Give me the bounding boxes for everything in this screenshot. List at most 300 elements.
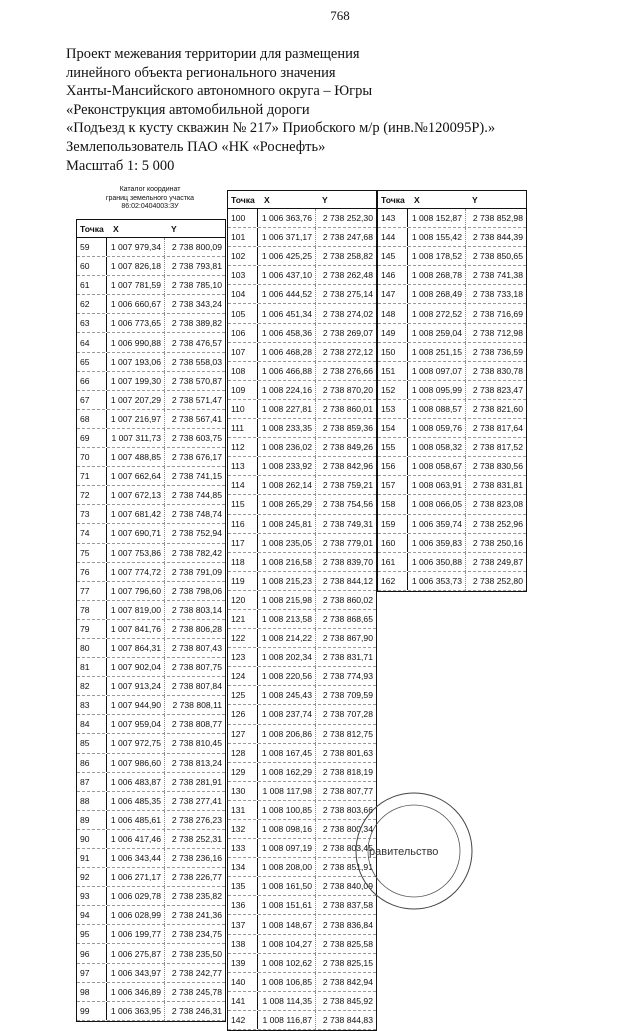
point-cell: 137 [228,915,258,933]
table-row [228,553,376,572]
table-row [228,495,376,514]
point-cell: 146 [378,266,408,284]
table-row [228,572,376,591]
x-cell: 1 006 371,17 [258,228,316,246]
table-row [77,544,225,563]
x-cell: 1 006 275,87 [107,944,165,962]
point-cell: 91 [77,849,107,867]
y-cell: 2 738 241,36 [171,910,222,921]
y-cell: 2 738 236,16 [171,853,222,864]
table-row [228,954,376,973]
table-row [77,563,225,582]
point-cell: 78 [77,601,107,619]
official-seal [353,790,475,912]
point-cell: 130 [228,782,258,800]
y-cell: 2 738 733,18 [472,289,523,300]
y-cell: 2 738 242,77 [171,967,222,978]
y-cell: 2 738 246,31 [171,1005,222,1016]
point-cell: 87 [77,773,107,791]
y-cell: 2 738 759,21 [322,480,373,491]
x-cell: 1 008 161,50 [258,877,316,895]
point-cell: 147 [378,285,408,303]
table-row [228,515,376,534]
y-cell: 2 738 234,75 [171,929,222,940]
y-cell: 2 738 245,78 [171,986,222,997]
table-row [77,906,225,925]
seal-text: равительство [369,846,439,858]
x-cell: 1 008 102,62 [258,954,316,972]
table-row [228,1011,376,1030]
x-cell: 1 008 058,67 [408,457,466,475]
point-cell: 135 [228,877,258,895]
point-cell: 160 [378,534,408,552]
point-cell: 97 [77,964,107,982]
x-cell: 1 008 114,35 [258,992,316,1010]
table-row [77,391,225,410]
y-cell: 2 738 800,09 [171,242,222,253]
point-cell: 95 [77,925,107,943]
x-cell: 1 008 262,14 [258,476,316,494]
y-cell: 2 738 226,77 [171,872,222,883]
table-row [228,304,376,323]
x-cell: 1 008 178,52 [408,247,466,265]
point-cell: 129 [228,763,258,781]
point-cell: 128 [228,744,258,762]
header-line: линейного объекта регионального значения [66,64,336,81]
table-row [77,486,225,505]
x-cell: 1 007 488,85 [107,448,165,466]
table-row [77,773,225,792]
x-cell: 1 008 059,76 [408,419,466,437]
point-cell: 89 [77,811,107,829]
y-cell: 2 738 831,71 [322,652,373,663]
x-cell: 1 007 662,64 [107,467,165,485]
x-cell: 1 006 466,88 [258,362,316,380]
y-cell: 2 738 709,59 [322,690,373,701]
x-cell: 1 008 106,85 [258,973,316,991]
y-cell: 2 738 798,06 [171,585,222,596]
table-row [378,400,526,419]
x-cell: 1 006 271,17 [107,868,165,886]
x-cell: 1 006 458,36 [258,324,316,342]
table-row [77,505,225,524]
y-cell: 2 738 258,82 [322,251,373,262]
table-row [77,314,225,333]
y-cell: 2 738 823,08 [472,499,523,510]
point-cell: 99 [77,1002,107,1020]
table-row [228,629,376,648]
x-cell: 1 006 359,74 [408,515,466,533]
x-cell: 1 006 029,78 [107,887,165,905]
y-cell: 2 738 868,65 [322,614,373,625]
y-cell: 2 738 249,87 [472,556,523,567]
y-cell: 2 738 807,75 [171,662,222,673]
x-cell: 1 008 097,07 [408,362,466,380]
page-number: 768 [330,8,350,23]
y-cell: 2 738 785,10 [171,280,222,291]
x-cell: 1 006 353,73 [408,572,466,590]
y-cell: 2 738 837,58 [322,900,373,911]
table-row [77,696,225,715]
point-cell: 77 [77,582,107,600]
x-cell: 1 006 363,76 [258,209,316,227]
x-cell: 1 008 235,05 [258,534,316,552]
y-cell: 2 738 741,15 [171,471,222,482]
y-cell: 2 738 676,17 [171,452,222,463]
table-row [77,601,225,620]
x-cell: 1 007 774,72 [107,563,165,581]
point-cell: 93 [77,887,107,905]
y-cell: 2 738 839,70 [322,556,373,567]
table-row [77,333,225,352]
x-cell: 1 008 116,87 [258,1011,316,1029]
y-cell: 2 738 748,74 [171,509,222,520]
x-cell: 1 008 098,16 [258,820,316,838]
x-cell: 1 008 063,91 [408,476,466,494]
x-cell: 1 006 199,77 [107,925,165,943]
y-cell: 2 738 803,14 [171,604,222,615]
table-row [77,410,225,429]
point-cell: 62 [77,295,107,313]
point-cell: 107 [228,343,258,361]
point-cell: 76 [77,563,107,581]
y-cell: 2 738 476,57 [171,337,222,348]
column-header-point: Точка [80,223,104,234]
point-cell: 131 [228,801,258,819]
catalog-caption-line: 86:02:0404003:ЗУ [121,203,179,210]
y-cell: 2 738 842,96 [322,461,373,472]
y-cell: 2 738 803,66 [322,804,373,815]
point-cell: 126 [228,705,258,723]
table-row [77,849,225,868]
table-row [77,429,225,448]
point-cell: 83 [77,696,107,714]
point-cell: 67 [77,391,107,409]
x-cell: 1 008 088,57 [408,400,466,418]
x-cell: 1 006 485,61 [107,811,165,829]
table-row [378,553,526,572]
table-row [228,915,376,934]
table-row [228,744,376,763]
table-row [378,362,526,381]
y-cell: 2 738 850,65 [472,251,523,262]
y-cell: 2 738 808,77 [171,719,222,730]
x-cell: 1 008 224,16 [258,381,316,399]
y-cell: 2 738 821,60 [472,403,523,414]
x-cell: 1 006 417,46 [107,830,165,848]
x-cell: 1 008 097,19 [258,839,316,857]
point-cell: 101 [228,228,258,246]
point-cell: 123 [228,648,258,666]
y-cell: 2 738 779,01 [322,537,373,548]
y-cell: 2 738 235,50 [171,948,222,959]
table-row [77,868,225,887]
table-row [228,992,376,1011]
table-row [77,811,225,830]
x-cell: 1 008 251,15 [408,343,466,361]
point-cell: 138 [228,935,258,953]
table-row [228,725,376,744]
x-cell: 1 008 215,98 [258,591,316,609]
x-cell: 1 008 272,52 [408,304,466,322]
point-cell: 61 [77,276,107,294]
y-cell: 2 738 281,91 [171,776,222,787]
y-cell: 2 738 800,34 [322,824,373,835]
point-cell: 79 [77,620,107,638]
x-cell: 1 008 162,29 [258,763,316,781]
table-row [378,515,526,534]
y-cell: 2 738 791,09 [171,566,222,577]
point-cell: 132 [228,820,258,838]
point-cell: 106 [228,324,258,342]
x-cell: 1 007 959,04 [107,715,165,733]
x-cell: 1 008 167,45 [258,744,316,762]
x-cell: 1 007 681,42 [107,505,165,523]
column-header-point: Точка [381,194,405,205]
x-cell: 1 006 343,97 [107,964,165,982]
catalog-caption-line: границ земельного участка [105,194,195,202]
point-cell: 109 [228,381,258,399]
point-cell: 86 [77,754,107,772]
table-row [77,353,225,372]
x-cell: 1 007 819,00 [107,601,165,619]
table-row [228,266,376,285]
y-cell: 2 738 870,20 [322,384,373,395]
x-cell: 1 006 485,35 [107,792,165,810]
x-cell: 1 008 233,92 [258,457,316,475]
coordinate-table [377,190,527,592]
table-row [77,754,225,773]
table-row [378,209,526,228]
x-cell: 1 008 155,42 [408,228,466,246]
y-cell: 2 738 269,07 [322,327,373,338]
x-cell: 1 008 151,61 [258,896,316,914]
y-cell: 2 738 842,94 [322,976,373,987]
point-cell: 152 [378,381,408,399]
table-row [378,266,526,285]
table-row [378,476,526,495]
x-cell: 1 008 095,99 [408,381,466,399]
x-cell: 1 007 979,34 [107,238,165,256]
table-row [77,658,225,677]
point-cell: 125 [228,686,258,704]
x-cell: 1 008 104,27 [258,935,316,953]
column-header-x: X [113,223,119,234]
point-cell: 71 [77,467,107,485]
point-cell: 157 [378,476,408,494]
table-row [378,228,526,247]
point-cell: 142 [228,1011,258,1029]
column-header-y: Y [472,194,478,205]
table-row [228,973,376,992]
point-cell: 127 [228,725,258,743]
y-cell: 2 738 741,38 [472,270,523,281]
y-cell: 2 738 836,84 [322,919,373,930]
x-cell: 1 008 208,00 [258,858,316,876]
x-cell: 1 008 220,56 [258,667,316,685]
point-cell: 92 [77,868,107,886]
table-row [228,285,376,304]
y-cell: 2 738 817,64 [472,423,523,434]
y-cell: 2 738 818,19 [322,766,373,777]
table-row [228,247,376,266]
y-cell: 2 738 276,23 [171,814,222,825]
table-row [77,925,225,944]
point-cell: 158 [378,495,408,513]
table-row [378,572,526,591]
x-cell: 1 008 236,02 [258,438,316,456]
x-cell: 1 006 444,52 [258,285,316,303]
point-cell: 64 [77,333,107,351]
x-cell: 1 007 199,30 [107,372,165,390]
y-cell: 2 738 840,09 [322,881,373,892]
table-row [378,495,526,514]
x-cell: 1 007 753,86 [107,544,165,562]
table-header [378,191,526,209]
table-row [77,964,225,983]
point-cell: 159 [378,515,408,533]
point-cell: 69 [77,429,107,447]
y-cell: 2 738 830,56 [472,461,523,472]
table-row [228,209,376,228]
table-row [228,381,376,400]
table-row [77,276,225,295]
column-header-point: Точка [231,194,255,205]
y-cell: 2 738 807,43 [171,643,222,654]
point-cell: 118 [228,553,258,571]
y-cell: 2 738 736,59 [472,346,523,357]
point-cell: 70 [77,448,107,466]
y-cell: 2 738 252,31 [171,833,222,844]
point-cell: 85 [77,734,107,752]
x-cell: 1 007 841,76 [107,620,165,638]
table-row [77,1002,225,1021]
y-cell: 2 738 810,45 [171,738,222,749]
x-cell: 1 008 259,04 [408,324,466,342]
y-cell: 2 738 813,24 [171,757,222,768]
y-cell: 2 738 567,41 [171,413,222,424]
x-cell: 1 006 660,67 [107,295,165,313]
coordinate-table [76,219,226,1022]
y-cell: 2 738 749,31 [322,518,373,529]
x-cell: 1 006 350,88 [408,553,466,571]
x-cell: 1 008 202,34 [258,648,316,666]
y-cell: 2 738 859,36 [322,423,373,434]
table-row [77,677,225,696]
point-cell: 153 [378,400,408,418]
y-cell: 2 738 277,41 [171,795,222,806]
point-cell: 155 [378,438,408,456]
x-cell: 1 007 944,90 [107,696,165,714]
point-cell: 154 [378,419,408,437]
y-cell: 2 738 275,14 [322,289,373,300]
table-row [378,247,526,266]
table-row [228,476,376,495]
table-row [378,324,526,343]
x-cell: 1 008 213,58 [258,610,316,628]
y-cell: 2 738 274,02 [322,308,373,319]
point-cell: 139 [228,954,258,972]
table-row [77,582,225,601]
y-cell: 2 738 247,68 [322,232,373,243]
point-cell: 100 [228,209,258,227]
table-row [378,304,526,323]
catalog-caption-line: Каталог координат [119,186,181,193]
y-cell: 2 738 252,96 [472,518,523,529]
point-cell: 59 [77,238,107,256]
point-cell: 134 [228,858,258,876]
point-cell: 98 [77,983,107,1001]
y-cell: 2 738 806,28 [171,623,222,634]
point-cell: 96 [77,944,107,962]
y-cell: 2 738 830,78 [472,365,523,376]
x-cell: 1 007 193,06 [107,353,165,371]
point-cell: 103 [228,266,258,284]
x-cell: 1 006 359,83 [408,534,466,552]
y-cell: 2 738 235,82 [171,891,222,902]
point-cell: 133 [228,839,258,857]
x-cell: 1 007 902,04 [107,658,165,676]
column-header-x: X [264,194,270,205]
x-cell: 1 008 148,67 [258,915,316,933]
table-row [228,648,376,667]
table-row [77,983,225,1002]
x-cell: 1 006 990,88 [107,333,165,351]
table-row [228,763,376,782]
y-cell: 2 738 774,93 [322,671,373,682]
table-row [77,734,225,753]
x-cell: 1 008 215,23 [258,572,316,590]
table-row [378,457,526,476]
point-cell: 73 [77,505,107,523]
x-cell: 1 007 311,73 [107,429,165,447]
point-cell: 80 [77,639,107,657]
y-cell: 2 738 716,69 [472,308,523,319]
y-cell: 2 738 752,94 [171,528,222,539]
x-cell: 1 007 986,60 [107,754,165,772]
point-cell: 145 [378,247,408,265]
point-cell: 110 [228,400,258,418]
point-cell: 116 [228,515,258,533]
x-cell: 1 008 206,86 [258,725,316,743]
y-cell: 2 738 262,48 [322,270,373,281]
point-cell: 72 [77,486,107,504]
y-cell: 2 738 844,39 [472,232,523,243]
y-cell: 2 738 807,84 [171,681,222,692]
y-cell: 2 738 807,77 [322,785,373,796]
table-row [228,591,376,610]
table-row [228,534,376,553]
y-cell: 2 738 808,11 [172,700,222,711]
table-row [228,419,376,438]
point-cell: 105 [228,304,258,322]
x-cell: 1 008 227,81 [258,400,316,418]
point-cell: 117 [228,534,258,552]
table-row [228,362,376,381]
table-row [228,457,376,476]
x-cell: 1 006 468,28 [258,343,316,361]
table-row [77,257,225,276]
table-row [228,343,376,362]
table-row [378,419,526,438]
point-cell: 121 [228,610,258,628]
table-row [77,467,225,486]
table-row [77,524,225,543]
y-cell: 2 738 823,47 [472,384,523,395]
point-cell: 114 [228,476,258,494]
y-cell: 2 738 252,30 [322,213,373,224]
column-header-y: Y [171,223,177,234]
